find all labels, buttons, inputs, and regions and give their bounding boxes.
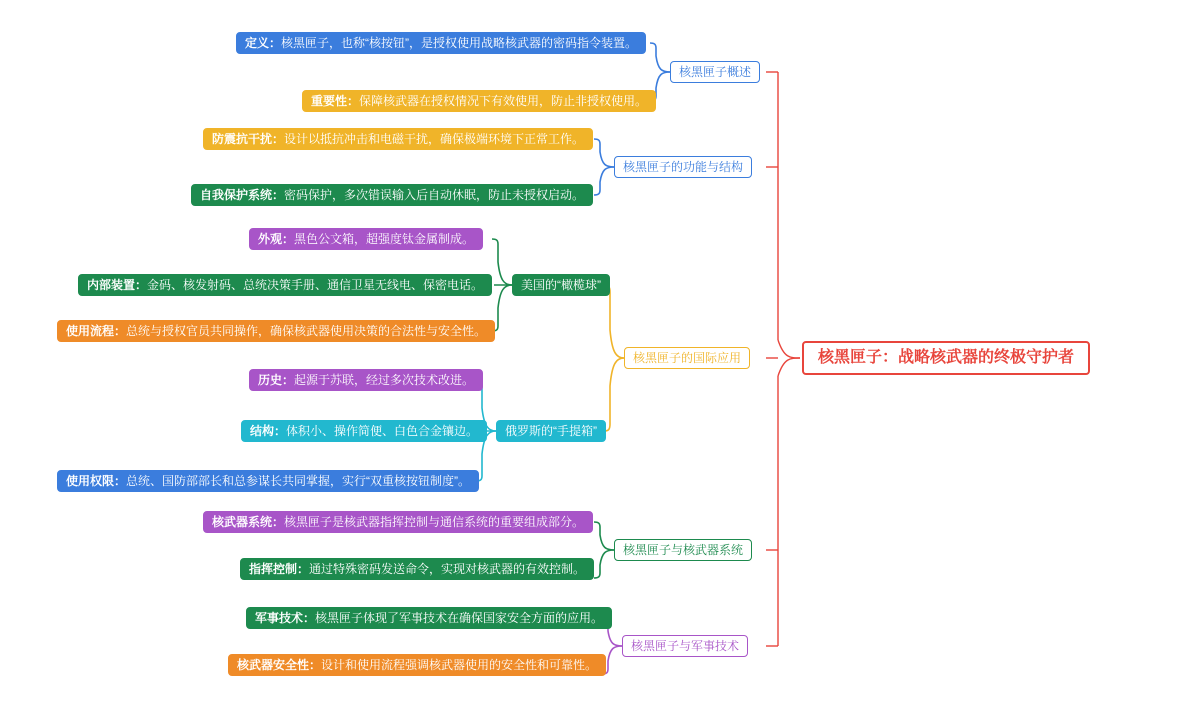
leaf-prefix: 指挥控制： — [249, 561, 310, 576]
leaf-text: 通过特殊密码发送命令，实现对核武器的有效控制。 — [309, 561, 586, 576]
leaf-prefix: 使用流程： — [66, 323, 127, 338]
subbranch-node-us-football[interactable] — [512, 274, 610, 296]
leaf-node-usage-process[interactable] — [57, 320, 495, 342]
branch-label: 核黑匣子概述 — [679, 64, 752, 79]
leaf-node-importance[interactable] — [302, 90, 656, 112]
leaf-node-weapon-system[interactable] — [203, 511, 593, 533]
branch-node-nuclear-weapon-system[interactable] — [614, 539, 752, 561]
leaf-text: 设计以抵抗冲击和电磁干扰，确保极端环境下正常工作。 — [284, 131, 585, 146]
leaf-prefix: 内部装置： — [87, 277, 148, 292]
leaf-prefix: 防震抗干扰： — [212, 131, 285, 146]
leaf-text: 核黑匣子是核武器指挥控制与通信系统的重要组成部分。 — [284, 514, 585, 529]
leaf-prefix: 使用权限： — [66, 473, 127, 488]
branch-label: 核黑匣子的国际应用 — [633, 350, 742, 365]
leaf-text: 保障核武器在授权情况下有效使用，防止非授权使用。 — [359, 93, 648, 108]
subbranch-label: 俄罗斯的“手提箱” — [505, 423, 597, 438]
leaf-node-appearance[interactable] — [249, 228, 483, 250]
branch-label: 核黑匣子与军事技术 — [631, 638, 740, 653]
subbranch-node-russia-briefcase[interactable] — [496, 420, 606, 442]
branch-label: 核黑匣子与核武器系统 — [623, 542, 744, 557]
leaf-text: 体积小、操作简便、白色合金镶边。 — [286, 423, 479, 438]
leaf-prefix: 核武器系统： — [212, 514, 285, 529]
leaf-prefix: 重要性： — [311, 93, 360, 108]
leaf-node-history[interactable] — [249, 369, 483, 391]
leaf-prefix: 历史： — [258, 372, 295, 387]
leaf-text: 核黑匣子体现了军事技术在确保国家安全方面的应用。 — [315, 610, 604, 625]
branch-label: 核黑匣子的功能与结构 — [623, 159, 744, 174]
leaf-prefix: 自我保护系统： — [200, 187, 285, 202]
leaf-text: 核黑匣子，也称“核按钮”，是授权使用战略核武器的密码指令装置。 — [281, 35, 638, 50]
root-node[interactable] — [802, 341, 1090, 375]
leaf-node-military-tech[interactable] — [246, 607, 612, 629]
root-label: 核黑匣子：战略核武器的终极守护者 — [818, 349, 1075, 367]
leaf-text: 金码、核发射码、总统决策手册、通信卫星无线电、保密电话。 — [147, 277, 484, 292]
branch-node-military-technology[interactable] — [622, 635, 748, 657]
branch-node-overview[interactable] — [670, 61, 760, 83]
branch-node-international-application[interactable] — [624, 347, 750, 369]
leaf-prefix: 军事技术： — [255, 610, 316, 625]
leaf-text: 总统与授权官员共同操作，确保核武器使用决策的合法性与安全性。 — [126, 323, 487, 338]
leaf-node-weapon-safety[interactable] — [228, 654, 606, 676]
leaf-node-command-control[interactable] — [240, 558, 594, 580]
leaf-text: 密码保护，多次错误输入后自动休眠，防止未授权启动。 — [284, 187, 585, 202]
subbranch-label: 美国的“橄榄球” — [521, 277, 601, 292]
leaf-node-shock-interference[interactable] — [203, 128, 593, 150]
leaf-prefix: 定义： — [245, 35, 282, 50]
leaf-node-self-protection[interactable] — [191, 184, 593, 206]
leaf-node-usage-authority[interactable] — [57, 470, 479, 492]
leaf-node-structure[interactable] — [241, 420, 487, 442]
leaf-text: 设计和使用流程强调核武器使用的安全性和可靠性。 — [321, 657, 598, 672]
leaf-prefix: 核武器安全性： — [237, 657, 322, 672]
leaf-text: 起源于苏联，经过多次技术改进。 — [294, 372, 475, 387]
branch-node-function-structure[interactable] — [614, 156, 752, 178]
leaf-node-definition[interactable] — [236, 32, 646, 54]
leaf-prefix: 外观： — [258, 231, 295, 246]
leaf-text: 黑色公文箱，超强度钛金属制成。 — [294, 231, 475, 246]
leaf-node-internal-devices[interactable] — [78, 274, 492, 296]
leaf-prefix: 结构： — [250, 423, 287, 438]
leaf-text: 总统、国防部部长和总参谋长共同掌握，实行“双重核按钮制度”。 — [126, 473, 471, 488]
